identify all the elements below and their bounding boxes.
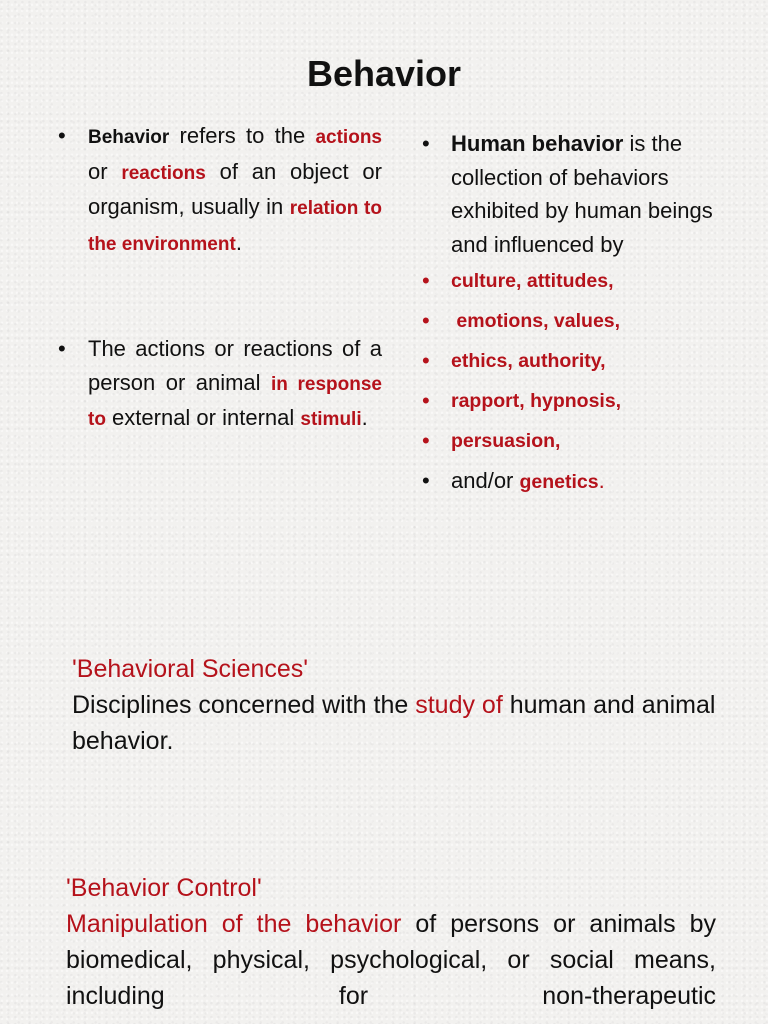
- keyword-reactions: reactions: [121, 162, 206, 184]
- section-title: 'Behavior Control': [66, 874, 262, 902]
- section-title: 'Behavioral Sciences': [72, 655, 309, 683]
- right-bullet-ethics: [420, 341, 740, 381]
- keyword-in-response-to: in response to: [88, 373, 382, 430]
- bullet-icon: •: [422, 308, 430, 333]
- section-behavioral-sciences: [72, 651, 722, 759]
- text-segment: of persons or animals by biomedical, physical, psychological, or social means, including for non-therapeutic: [66, 910, 716, 1010]
- right-bullet-list: [420, 127, 740, 502]
- bullet-icon: •: [422, 388, 430, 413]
- keyword-manipulation: Manipulation of the behavior: [66, 910, 402, 938]
- right-bullet-culture: [420, 261, 740, 301]
- text-segment: The actions or reactions of a person or animal: [88, 336, 382, 395]
- right-bullet-human-behavior: [420, 127, 740, 261]
- page-title: Behavior: [306, 53, 462, 94]
- bullet-icon: •: [422, 131, 430, 156]
- text-segment: Disciplines concerned with the: [72, 691, 416, 719]
- text-segment: of an object or organism, usually in: [88, 158, 382, 219]
- keyword-actions: actions: [315, 127, 382, 148]
- bullet-icon: •: [422, 468, 430, 493]
- section-behavior-control: [66, 870, 716, 1014]
- keyword-genetics: genetics: [519, 471, 599, 493]
- right-bullet-emotions: [420, 301, 740, 341]
- right-bullet-genetics: [420, 461, 740, 502]
- left-bullet-behavior-definition: [58, 119, 382, 261]
- bullet-icon: •: [58, 336, 66, 361]
- text-segment: .: [235, 229, 242, 255]
- left-bullet-text: [88, 332, 382, 437]
- text-segment: and/or: [451, 468, 520, 493]
- bullet-icon: •: [422, 428, 430, 453]
- left-bullet-actions-reactions: [58, 332, 382, 437]
- keyword-study-of: study of: [415, 691, 503, 719]
- text-segment: human and animal behavior.: [72, 691, 716, 755]
- influence-text: culture, attitudes,: [451, 270, 614, 292]
- term-behavior: Behavior: [88, 127, 170, 148]
- keyword-relation-to-environment: relation to the environment: [88, 198, 382, 255]
- bullet-icon: •: [422, 268, 430, 293]
- influence-text: persuasion,: [451, 430, 561, 452]
- text-segment: .: [361, 405, 368, 430]
- influence-text: ethics, authority,: [451, 350, 606, 372]
- text-segment: external or internal: [105, 405, 301, 430]
- text-segment: refers to the: [169, 123, 316, 148]
- right-bullet-persuasion: [420, 421, 740, 461]
- influence-text: rapport, hypnosis,: [451, 390, 622, 412]
- left-bullet-text: [88, 119, 382, 261]
- bullet-icon: •: [58, 123, 66, 148]
- text-segment: or: [88, 158, 122, 184]
- keyword-stimuli: stimuli: [300, 409, 362, 430]
- right-bullet-rapport: [420, 381, 740, 421]
- text-segment: is the collection of behaviors exhibited by human beings and influenced by: [451, 131, 713, 257]
- term-human-behavior: Human behavior: [451, 131, 624, 156]
- influence-text: emotions, values,: [451, 310, 621, 332]
- text-segment: .: [598, 468, 605, 493]
- bullet-icon: •: [422, 348, 430, 373]
